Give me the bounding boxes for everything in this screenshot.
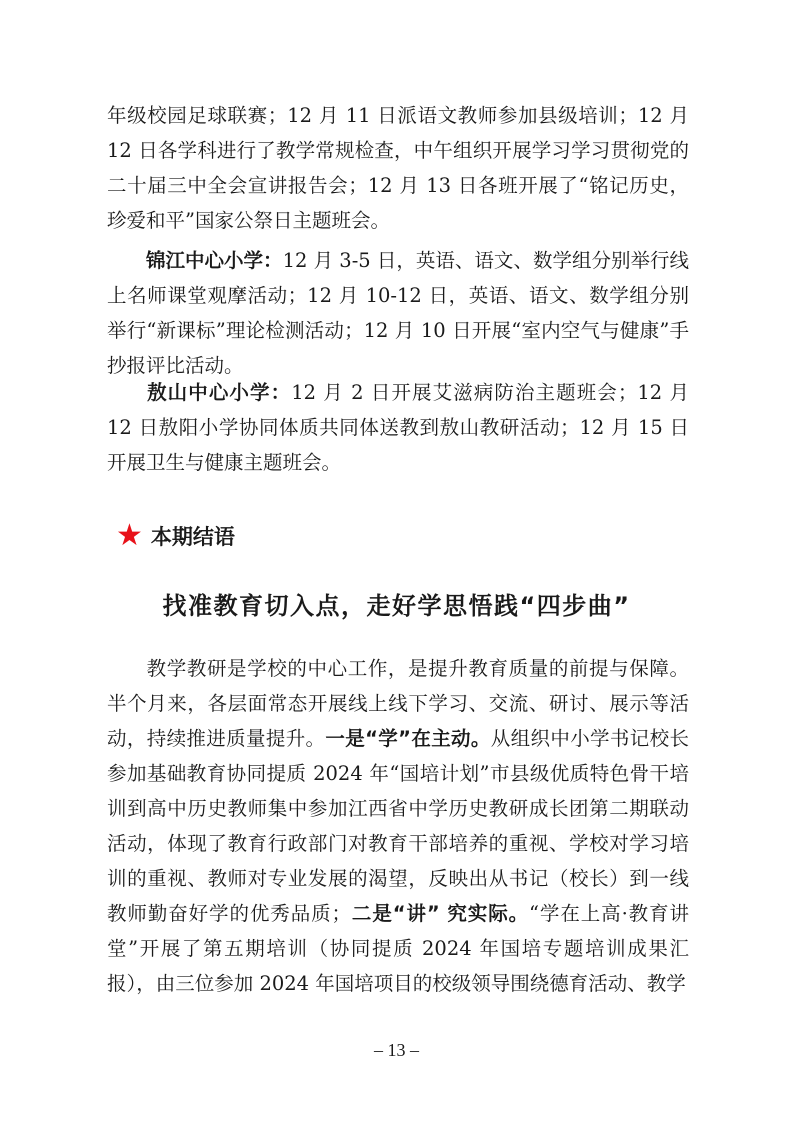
paragraph-aoshan	[107, 375, 689, 480]
article-title: 找准教育切入点，走好学思悟践“四步曲”	[162, 592, 631, 620]
body-text-2: 从组织中小学书记校长参加基础教育协同提质 2024 年“国培计划”市县级优质特色骨干培训到高中历史教师集中参加江西省中学历史教研成长团第二期联动活动，体现了教育行政部门对教育干部培养的重视、学校对学习培训的重视、教师对专业发展的渴望，反映出从书记（校长）到一线教师勤奋好学的优秀品质；	[107, 727, 689, 925]
paragraph-article-body	[107, 651, 689, 1001]
body-text-1: 教学教研是学校的中心工作，是提升教育质量的前提与保障。半个月来，各层面常态开展线上线下学习、交流、研讨、展示等活动，持续推进质量提升。	[107, 657, 689, 750]
school-name: 锦江中心小学：	[146, 249, 283, 272]
red-star-icon: ★	[116, 518, 143, 553]
school-name: 敖山中心小学：	[146, 381, 292, 404]
paragraph-jinjiang	[107, 243, 689, 383]
paragraph-text: 12 月 2 日开展艾滋病防治主题班会；12 月 12 日敖阳小学协同体质共同体送教到敖山教研活动；12 月 15 日开展卫生与健康主题班会。	[107, 381, 689, 474]
section-heading	[116, 516, 235, 556]
page-number: – 13 –	[374, 1040, 419, 1060]
point-one-heading: 一是“学”在主动。	[325, 727, 491, 750]
section-title: 本期结语	[150, 525, 235, 549]
paragraph-text: 年级校园足球联赛；12 月 11 日派语文教师参加县级培训；12 月 12 日各学科进行了教学常规检查，中午组织开展学习学习贯彻党的二十届三中全会宣讲报告会；12 月 13 日各班开展了“铭记历史，珍爱和平”国家公祭日主题班会。	[107, 104, 689, 232]
paragraph-continued	[107, 98, 689, 238]
body-text-3: “学在上高·教育讲堂”开展了第五期培训（协同提质 2024 年国培专题培训成果汇报），由三位参加 2024 年国培项目的校级领导围绕德育活动、教学	[107, 902, 689, 995]
paragraph-text: 12 月 3-5 日，英语、语文、数学组分别举行线上名师课堂观摩活动；12 月 10-12 日，英语、语文、数学组分别举行“新课标”理论检测活动；12 月 10 日开展“室内空气与健康”手抄报评比活动。	[107, 249, 689, 377]
point-two-heading: 二是“讲” 究实际。	[351, 902, 530, 925]
